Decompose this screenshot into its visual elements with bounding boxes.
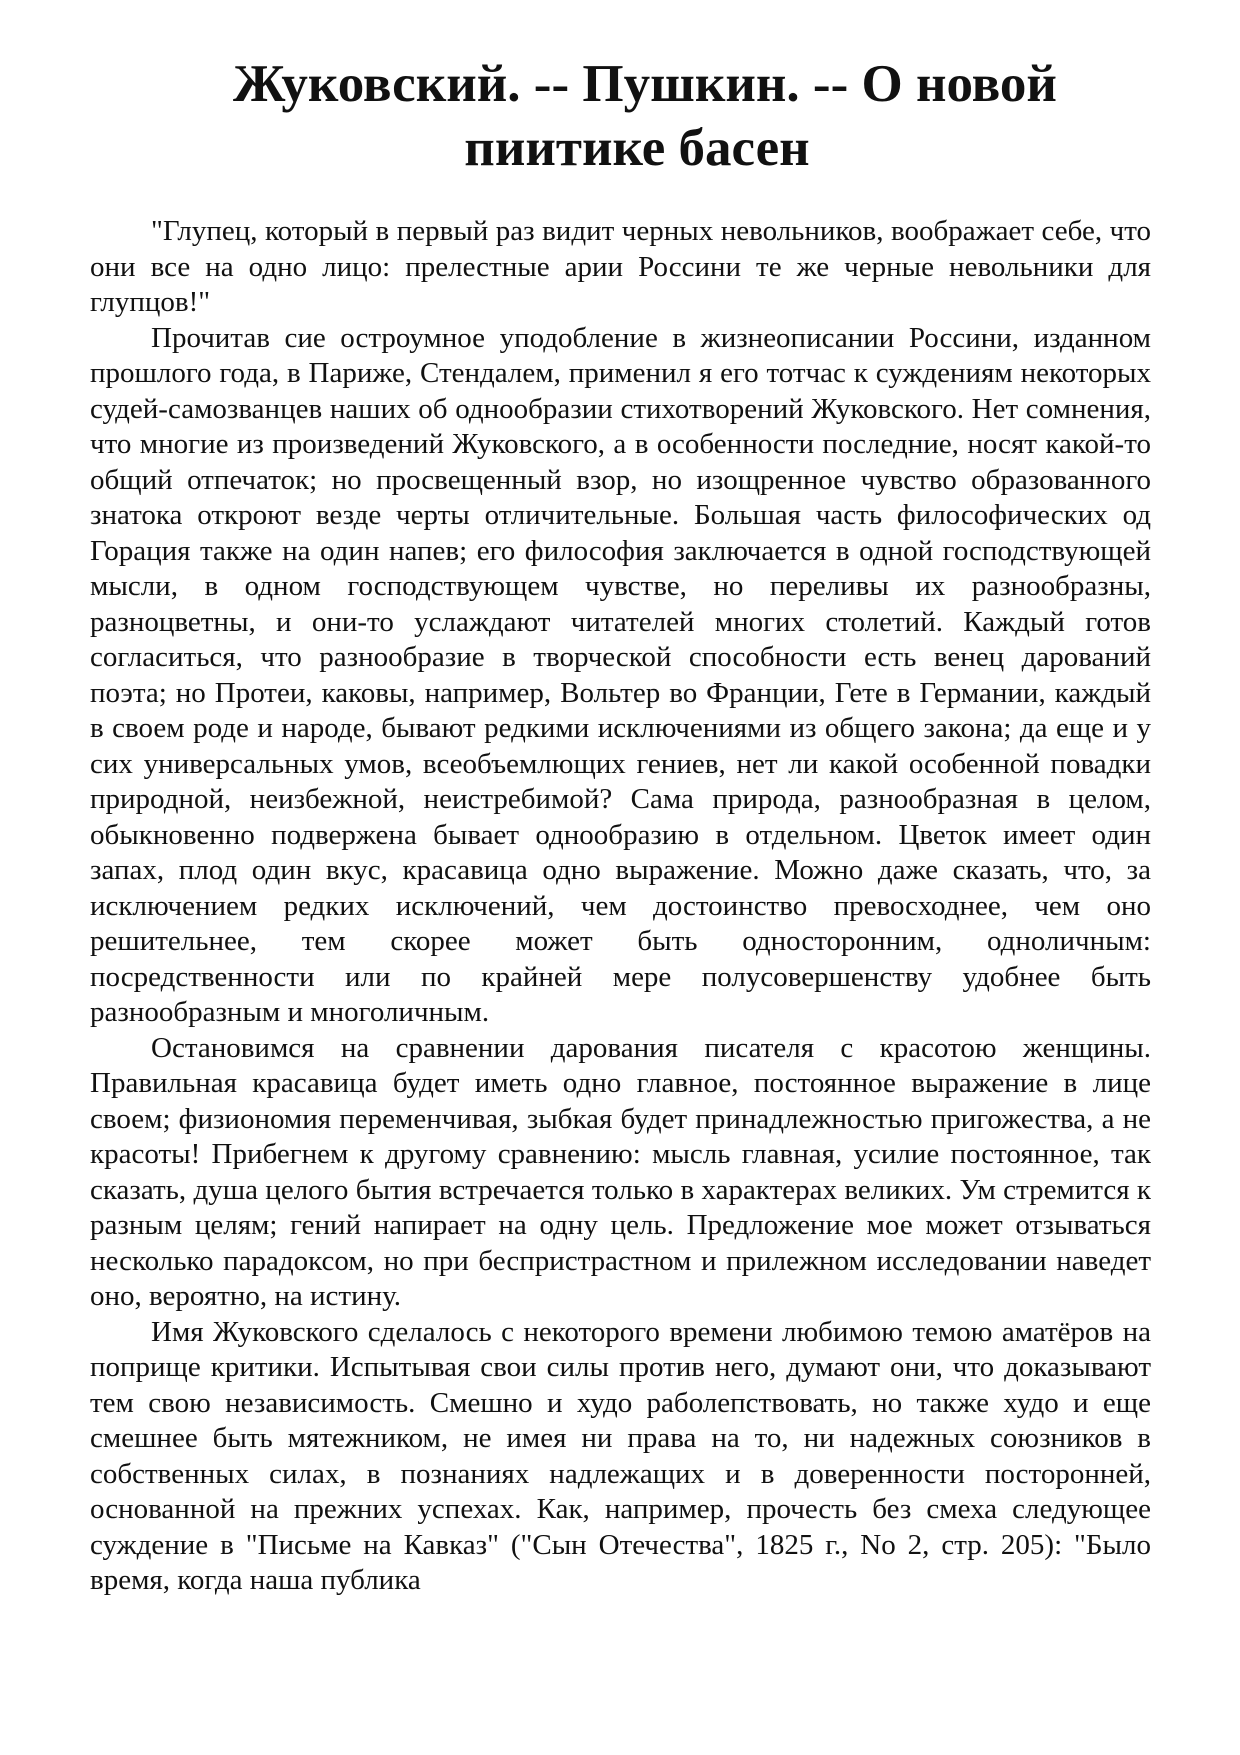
title-line-2: пиитике басен bbox=[464, 119, 810, 177]
paragraph-2: Прочитав сие остроумное уподобление в жизнеописании Россини, изданном прошлого года, в Париже, Стендалем, применил я его тотчас к суждениям некоторых судей-самозванцев наших об однообразии стихотворений Жуковского. Нет сомнения, что многие из произведений Жуковского, а в особенности последние, носят какой-то общий отпечаток; но просвещенный взор, но изощренное чувство образованного знатока откроют везде черты отличительные. Большая часть философических од Горация также на один напев; его философия заключается в одной господствующей мысли, в одном господствующем чувстве, но переливы их разнообразны, разноцветны, и они-то услаждают читателей многих столетий. Каждый готов согласиться, что разнообразие в творческой способности есть венец дарований поэта; но Протеи, каковы, например, Вольтер во Франции, Гете в Германии, каждый в своем роде и народе, бывают редкими исключениями из общего закона; да еще и у сих универсальных умов, всеобъемлющих гениев, нет ли какой особенной повадки природной, неизбежной, неистребимой? Сама природа, разнообразная в целом, обыкновенно подвержена бывает однообразию в отдельном. Цветок имеет один запах, плод один вкус, красавица одно выражение. Можно даже сказать, что, за исключением редких исключений, чем достоинство превосходнее, чем оно решительнее, тем скорее может быть односторонним, одноличным: посредственности или по крайней мере полусовершенству удобнее быть разнообразным и многоличным. bbox=[90, 321, 1151, 1028]
document-title bbox=[0, 52, 1240, 180]
paragraph-3: Остановимся на сравнении дарования писателя с красотою женщины. Правильная красавица будет иметь одно главное, постоянное выражение в лице своем; физиономия переменчивая, зыбкая будет принадлежностью пригожества, а не красоты! Прибегнем к другому сравнению: мысль главная, усилие постоянное, так сказать, душа целого бытия встречается только в характерах великих. Ум стремится к разным целям; гений напирает на одну цель. Предложение мое может отзываться несколько парадоксом, но при беспристрастном и прилежном исследовании наведет оно, вероятно, на истину. bbox=[90, 1031, 1151, 1312]
paragraph-4: Имя Жуковского сделалось с некоторого времени любимою темою аматёров на поприще критики. Испытывая свои силы против него, думают они, что доказывают тем свою независимость. Смешно и худо раболепствовать, но также худо и еще смешнее быть мятежником, не имея ни права на то, ни надежных союзников в собственных силах, в познаниях надлежащих и в доверенности посторонней, основанной на прежних успехах. Как, например, прочесть без смеха следующее суждение в "Письме на Кавказ" ("Сын Отечества", 1825 г., No 2, стр. 205): "Было время, когда наша публика bbox=[90, 1315, 1151, 1596]
title-line-1: Жуковский. -- Пушкин. -- О новой bbox=[233, 55, 1057, 113]
paragraph-1: "Глупец, который в первый раз видит черных невольников, воображает себе, что они все на одно лицо: прелестные арии Россини те же черные невольники для глупцов!" bbox=[90, 215, 1151, 318]
document-body bbox=[90, 214, 1151, 1599]
